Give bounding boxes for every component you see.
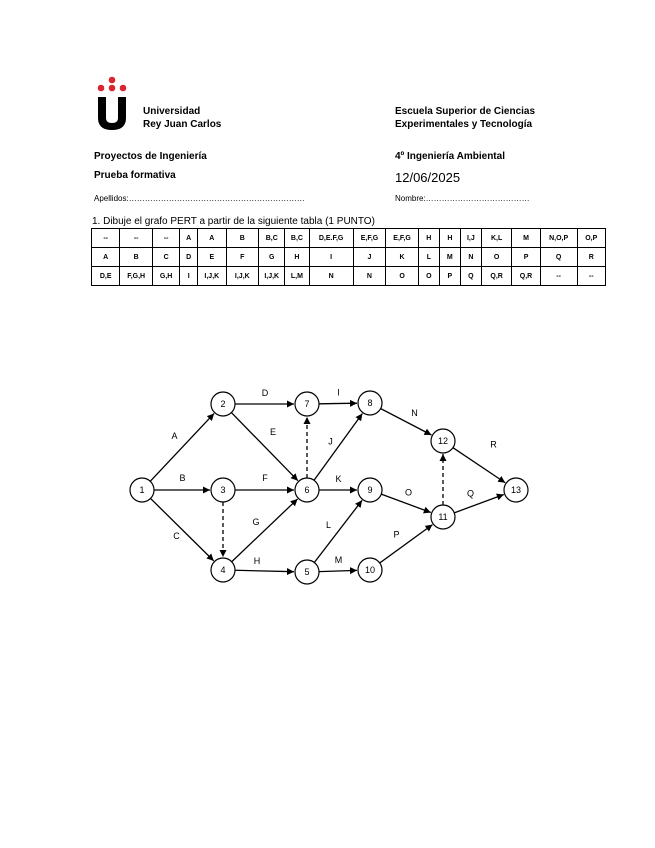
event-node-label: 7 bbox=[304, 399, 310, 409]
table-cell: F bbox=[226, 248, 259, 267]
table-cell: F,G,H bbox=[120, 267, 153, 286]
activity-arrow-e bbox=[231, 413, 298, 481]
table-cell: L,M bbox=[285, 267, 309, 286]
table-cell: Q,R bbox=[512, 267, 540, 286]
event-node-label: 4 bbox=[220, 565, 226, 575]
table-cell: K,L bbox=[481, 229, 511, 248]
activity-arrow-m bbox=[319, 570, 357, 571]
table-cell: H bbox=[418, 229, 439, 248]
activity-arrow-j bbox=[314, 414, 362, 481]
event-node-label: 11 bbox=[438, 512, 448, 522]
name-field: Nombre:………………………………… bbox=[395, 194, 530, 203]
event-node-label: 10 bbox=[364, 565, 376, 575]
course-title: Proyectos de Ingeniería bbox=[94, 151, 207, 162]
event-node-label: 6 bbox=[304, 485, 310, 495]
activity-label: L bbox=[325, 520, 332, 530]
university-line-2: Rey Juan Carlos bbox=[143, 119, 222, 130]
table-cell: I bbox=[180, 267, 198, 286]
table-cell: I,J bbox=[460, 229, 481, 248]
event-node-label: 1 bbox=[139, 485, 145, 495]
event-node-label: 13 bbox=[510, 485, 522, 495]
activity-label: K bbox=[335, 474, 342, 484]
table-cell: H bbox=[439, 229, 460, 248]
table-cell: I,J,K bbox=[226, 267, 259, 286]
activity-label: D bbox=[261, 388, 269, 398]
activity-label: Q bbox=[466, 488, 475, 499]
activity-label: H bbox=[253, 556, 261, 566]
table-cell: -- bbox=[577, 267, 606, 286]
table-cell: O bbox=[418, 267, 439, 286]
activity-label: I bbox=[337, 387, 340, 398]
table-cell: G,H bbox=[152, 267, 179, 286]
event-node-label: 3 bbox=[220, 485, 226, 495]
activity-label: J bbox=[328, 436, 333, 447]
surname-field: Apellidos:………………………………………………………… bbox=[94, 194, 305, 203]
table-cell: I bbox=[309, 248, 353, 267]
activity-label: M bbox=[334, 555, 343, 565]
table-cell: A bbox=[180, 229, 198, 248]
table-cell: E bbox=[198, 248, 226, 267]
activity-label: R bbox=[490, 439, 497, 450]
activity-arrow-g bbox=[232, 499, 298, 562]
activity-label: G bbox=[252, 517, 260, 527]
table-cell: B,C bbox=[259, 229, 285, 248]
table-cell: E,F,G bbox=[353, 229, 386, 248]
table-cell: K bbox=[386, 248, 419, 267]
table-cell: Q bbox=[540, 248, 577, 267]
activity-arrow-c bbox=[151, 498, 214, 560]
activity-label: C bbox=[173, 531, 180, 541]
table-cell: Q bbox=[460, 267, 481, 286]
exam-date: 12/06/2025 bbox=[395, 170, 461, 185]
activity-arrow-l bbox=[314, 500, 362, 562]
school-line-1: Escuela Superior de Ciencias bbox=[395, 106, 536, 117]
table-cell: -- bbox=[92, 229, 120, 248]
university-line-1: Universidad bbox=[143, 106, 201, 117]
table-cell: P bbox=[512, 248, 540, 267]
table-cell: E,F,G bbox=[386, 229, 419, 248]
activity-label: N bbox=[411, 408, 418, 418]
table-cell: -- bbox=[152, 229, 179, 248]
activity-label: B bbox=[179, 473, 186, 483]
activity-arrow-i bbox=[319, 403, 357, 404]
table-cell: B,C bbox=[285, 229, 309, 248]
table-cell: D bbox=[180, 248, 198, 267]
activity-arrow-n bbox=[381, 409, 432, 435]
school-line-2: Experimentales y Tecnología bbox=[395, 119, 533, 130]
activity-label: F bbox=[262, 473, 268, 483]
table-cell: A bbox=[198, 229, 226, 248]
table-cell: I,J,K bbox=[259, 267, 285, 286]
table-cell: -- bbox=[540, 267, 577, 286]
table-cell: J bbox=[353, 248, 386, 267]
table-cell: N bbox=[309, 267, 353, 286]
table-cell: B bbox=[226, 229, 259, 248]
table-cell: N bbox=[353, 267, 386, 286]
event-node-label: 2 bbox=[220, 399, 226, 409]
table-cell: P bbox=[439, 267, 460, 286]
activity-arrow-a bbox=[150, 413, 214, 481]
table-cell: O,P bbox=[577, 229, 606, 248]
table-cell: G bbox=[259, 248, 285, 267]
table-cell: -- bbox=[120, 229, 153, 248]
table-cell: L bbox=[418, 248, 439, 267]
table-cell: N bbox=[460, 248, 481, 267]
table-cell: A bbox=[92, 248, 120, 267]
table-cell: O bbox=[481, 248, 511, 267]
table-cell: I,J,K bbox=[198, 267, 226, 286]
event-node-label: 5 bbox=[304, 567, 310, 577]
table-cell: D,E.F,G bbox=[309, 229, 353, 248]
activity-arrow-h bbox=[235, 570, 294, 571]
table-cell: Q,R bbox=[481, 267, 511, 286]
table-cell: M bbox=[439, 248, 460, 267]
table-cell: H bbox=[285, 248, 309, 267]
event-node-label: 12 bbox=[437, 436, 449, 446]
grade-label: 4º Ingeniería Ambiental bbox=[395, 151, 505, 162]
question-instruction: 1. Dibuje el grafo PERT a partir de la siguiente tabla (1 PUNTO) bbox=[92, 216, 375, 227]
activity-arrow-r bbox=[453, 448, 505, 483]
table-cell: O bbox=[386, 267, 419, 286]
activity-arrow-p bbox=[380, 525, 433, 563]
table-cell: R bbox=[577, 248, 606, 267]
table-cell: B bbox=[120, 248, 153, 267]
activity-arrow-q bbox=[454, 495, 504, 513]
table-cell: D,E bbox=[92, 267, 120, 286]
table-cell: N,O,P bbox=[540, 229, 577, 248]
table-cell: M bbox=[512, 229, 540, 248]
activity-label: P bbox=[393, 529, 400, 540]
event-node-label: 8 bbox=[367, 398, 373, 408]
activity-label: E bbox=[269, 427, 277, 437]
table-cell: C bbox=[152, 248, 179, 267]
test-title: Prueba formativa bbox=[94, 170, 176, 181]
activity-label: A bbox=[171, 431, 178, 441]
activity-label: O bbox=[404, 487, 413, 498]
event-node-label: 9 bbox=[367, 485, 373, 495]
